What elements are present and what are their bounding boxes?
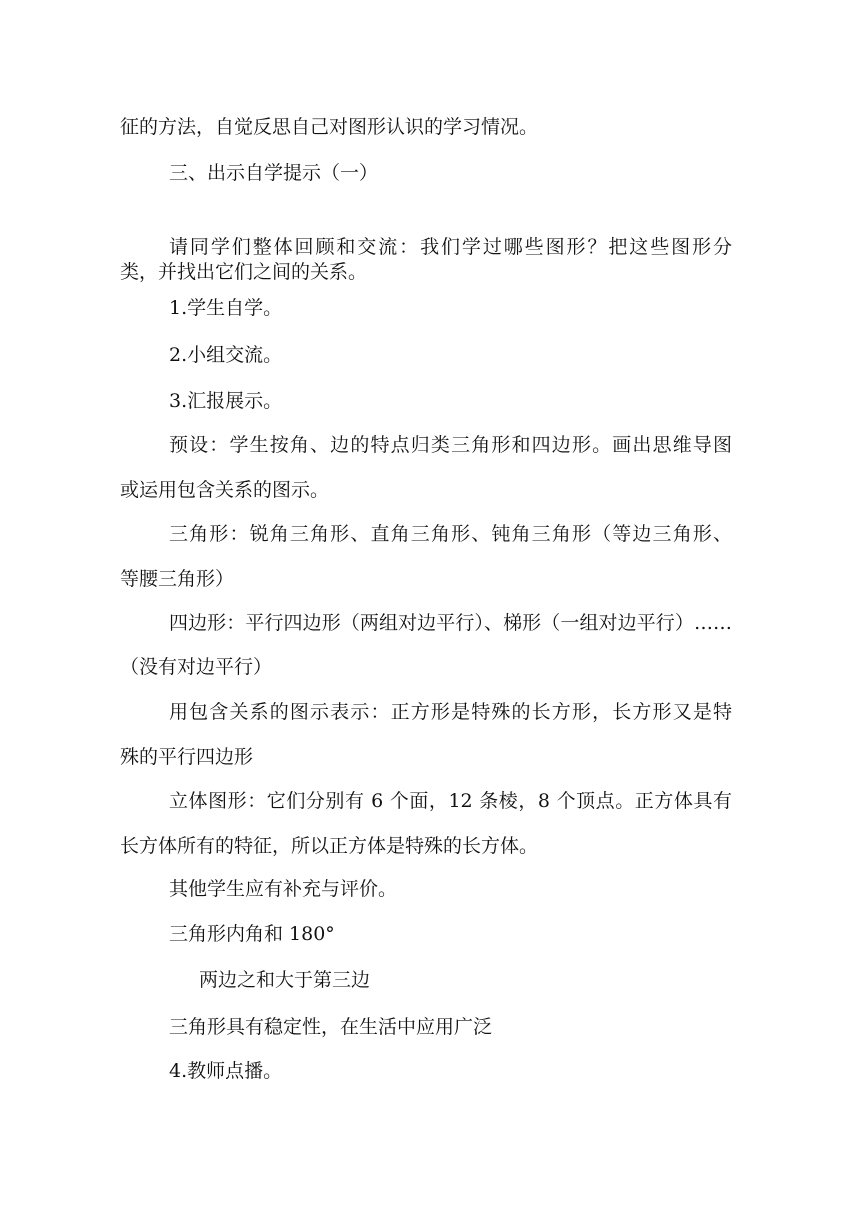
list-item: 4.教师点播。 (169, 1060, 283, 1082)
text-line: 三角形：锐角三角形、直角三角形、钝角三角形（等边三角形、 (169, 523, 732, 545)
text-line: （没有对边平行） (120, 656, 273, 678)
section-heading: 三、出示自学提示（一） (169, 162, 379, 184)
text-line: 长方体所有的特征，所以正方体是特殊的长方体。 (120, 835, 539, 857)
text-line: 征的方法，自觉反思自己对图形认识的学习情况。 (120, 116, 539, 138)
text-line: 殊的平行四边形 (120, 746, 254, 768)
text-line: 等腰三角形） (120, 568, 235, 590)
text-line: 立体图形：它们分别有 6 个面，12 条棱，8 个顶点。正方体具有 (169, 790, 732, 812)
text-line: 类，并找出它们之间的关系。 (120, 261, 368, 283)
text-line: 或运用包含关系的图示。 (120, 479, 330, 501)
text-line: 其他学生应有补充与评价。 (169, 878, 398, 900)
list-item: 2.小组交流。 (169, 344, 283, 366)
text-line: 请同学们整体回顾和交流：我们学过哪些图形？把这些图形分 (169, 236, 732, 258)
text-line: 三角形内角和 180° (169, 923, 335, 945)
text-line: 用包含关系的图示表示：正方形是特殊的长方形，长方形又是特 (169, 701, 732, 723)
text-line: 四边形：平行四边形（两组对边平行）、梯形（一组对边平行）…… (169, 612, 732, 634)
list-item: 3.汇报展示。 (169, 390, 283, 412)
text-line: 两边之和大于第三边 (199, 969, 371, 991)
text-line: 预设：学生按角、边的特点归类三角形和四边形。画出思维导图 (169, 434, 732, 456)
text-line: 三角形具有稳定性，在生活中应用广泛 (169, 1016, 493, 1038)
list-item: 1.学生自学。 (169, 297, 283, 319)
